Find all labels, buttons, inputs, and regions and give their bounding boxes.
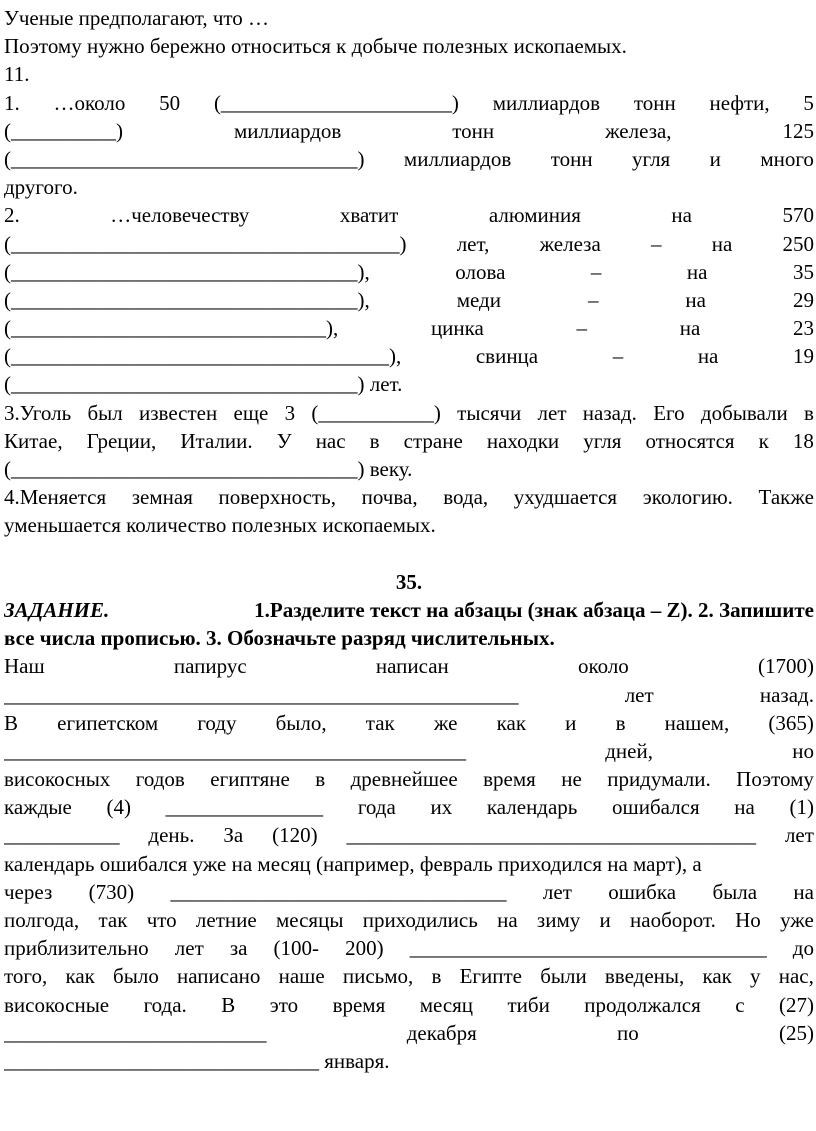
word: еще bbox=[233, 400, 269, 425]
word: назад. bbox=[582, 400, 637, 425]
word: угля bbox=[632, 146, 671, 171]
word: году bbox=[197, 710, 237, 735]
word: Италии. bbox=[180, 428, 253, 453]
word: уже bbox=[780, 908, 814, 932]
answer-text-line bbox=[4, 117, 814, 145]
word: хватит bbox=[339, 203, 399, 228]
word: ошибался bbox=[612, 795, 700, 820]
word: египетском bbox=[57, 710, 159, 735]
exercise-text-line bbox=[4, 652, 814, 680]
word: время bbox=[483, 767, 536, 792]
word: древнейшее bbox=[350, 767, 458, 792]
word: ________________________________ bbox=[170, 879, 507, 904]
exercise-text-line bbox=[4, 1019, 814, 1047]
word: _______________________________________ bbox=[346, 823, 757, 848]
answer-text-line bbox=[4, 145, 814, 173]
word: было bbox=[113, 964, 159, 989]
word: полгода, bbox=[4, 908, 80, 932]
word: лет, bbox=[456, 231, 490, 256]
word: миллиардов bbox=[233, 118, 342, 143]
word: (_____________________________________) bbox=[4, 231, 407, 256]
word: тиби bbox=[507, 992, 550, 1017]
word: ошибка bbox=[608, 879, 677, 904]
word: за bbox=[229, 936, 248, 961]
word: месяц bbox=[419, 992, 474, 1017]
word: железа bbox=[539, 231, 601, 256]
exercise-text-line bbox=[4, 709, 814, 737]
word: декабря bbox=[406, 1020, 477, 1045]
exercise-text-line: календарь ошибался уже на месяц (например, февраль приходился на март), а bbox=[4, 851, 702, 876]
word: года. bbox=[143, 992, 187, 1017]
word: 1. bbox=[4, 90, 20, 115]
word: с bbox=[735, 992, 745, 1017]
word: наше bbox=[278, 964, 325, 989]
word: (______________________________), bbox=[4, 316, 339, 341]
word: добывали bbox=[700, 400, 788, 425]
word: ухудшается bbox=[513, 485, 618, 510]
answer-text-line: Поэтому нужно бережно относиться к добыче полезных ископаемых. bbox=[4, 34, 627, 59]
word: 570 bbox=[782, 203, 814, 228]
word: находки bbox=[486, 428, 560, 453]
word: 200) bbox=[345, 936, 384, 961]
word: это bbox=[269, 992, 299, 1017]
word: 250 bbox=[782, 231, 814, 256]
word: как bbox=[702, 964, 732, 989]
answer-text-line bbox=[4, 427, 814, 455]
word: (___________) bbox=[311, 400, 441, 425]
answer-text-line bbox=[4, 314, 814, 342]
exercise-text-line bbox=[4, 991, 814, 1019]
word: в bbox=[615, 710, 626, 735]
word: по bbox=[617, 1020, 639, 1045]
word: письмо, bbox=[342, 964, 414, 989]
word: не bbox=[561, 767, 582, 792]
word: стране bbox=[403, 428, 463, 453]
word: в bbox=[804, 400, 814, 425]
answer-text-line bbox=[4, 286, 814, 314]
answer-text-line: Ученые предполагают, что … bbox=[4, 6, 270, 30]
word: (______________________) bbox=[213, 90, 459, 115]
word: на bbox=[697, 344, 719, 369]
word: наоборот. bbox=[630, 908, 716, 932]
word: ___________ bbox=[4, 823, 120, 848]
word: их bbox=[430, 795, 453, 820]
exercise-text-line bbox=[4, 962, 814, 990]
word: же bbox=[433, 710, 458, 735]
word: приблизительно bbox=[4, 936, 149, 961]
word: (_________________________________), bbox=[4, 287, 370, 312]
word: известен bbox=[139, 400, 218, 425]
word: был bbox=[87, 400, 123, 425]
answer-text-line bbox=[4, 258, 814, 286]
word: тонн bbox=[452, 118, 495, 143]
word: у bbox=[750, 964, 761, 989]
word: ____________________________________________ bbox=[4, 738, 466, 763]
word: через bbox=[4, 879, 53, 904]
word: – bbox=[590, 259, 602, 284]
exercise-text-line bbox=[4, 934, 814, 962]
word: много bbox=[760, 146, 814, 171]
word: в bbox=[315, 767, 326, 792]
word: но bbox=[792, 738, 814, 763]
word: __________________________________ bbox=[409, 936, 767, 961]
exercise-text-line bbox=[4, 906, 814, 934]
word: написан bbox=[375, 654, 449, 679]
word: тысячи bbox=[457, 400, 522, 425]
word: В bbox=[4, 710, 19, 735]
word: (4) bbox=[106, 795, 131, 820]
word: на bbox=[671, 203, 692, 228]
exercise-text-line bbox=[4, 765, 814, 793]
word: Также bbox=[758, 485, 814, 510]
answer-text-line bbox=[4, 483, 814, 511]
word: вода, bbox=[443, 485, 489, 510]
word: лет bbox=[537, 400, 567, 425]
answer-text-line: уменьшается количество полезных ископаемых. bbox=[4, 513, 436, 538]
word: миллиардов bbox=[403, 146, 512, 171]
word: каждые bbox=[4, 795, 72, 820]
word: тонн bbox=[633, 90, 676, 115]
word: календарь bbox=[486, 795, 578, 820]
answer-text-line: 11. bbox=[4, 62, 30, 87]
word: …человечеству bbox=[110, 203, 250, 228]
word: на bbox=[793, 879, 814, 904]
word: того, bbox=[4, 964, 48, 989]
word: продолжался bbox=[584, 992, 701, 1017]
word: 35 bbox=[792, 259, 814, 284]
word: (365) bbox=[768, 710, 814, 735]
word: на bbox=[711, 231, 733, 256]
word: в bbox=[431, 964, 442, 989]
word: папирус bbox=[173, 654, 247, 679]
word: 23 bbox=[792, 316, 814, 341]
answer-text-line bbox=[4, 342, 814, 370]
word: приходились bbox=[362, 908, 478, 932]
word: египтяне bbox=[210, 767, 290, 792]
word: назад. bbox=[759, 682, 814, 707]
word: нефти, bbox=[709, 90, 770, 115]
exercise-text-line bbox=[4, 737, 814, 765]
word: нас, bbox=[778, 964, 814, 989]
word: и bbox=[599, 908, 611, 932]
exercise-text-line bbox=[4, 878, 814, 906]
word: високосных bbox=[4, 767, 111, 792]
answer-text-line bbox=[4, 230, 814, 258]
word: 2. bbox=[4, 203, 20, 228]
task-instruction-1: 1.Разделите текст на абзацы (знак абзаца – Z). 2. Запишите bbox=[254, 597, 814, 622]
word: – bbox=[576, 316, 588, 341]
word: как bbox=[65, 964, 95, 989]
word: угля bbox=[583, 428, 622, 453]
word: были bbox=[540, 964, 587, 989]
answer-text-line bbox=[4, 399, 814, 427]
word: написано bbox=[177, 964, 261, 989]
text-section-answers bbox=[4, 4, 814, 540]
word: Египте bbox=[459, 964, 522, 989]
word: – bbox=[587, 287, 599, 312]
word: (__________) bbox=[4, 118, 123, 143]
word: цинка bbox=[430, 316, 484, 341]
word: алюминия bbox=[488, 203, 581, 228]
word: лет bbox=[174, 936, 204, 961]
word: 125 bbox=[782, 118, 814, 143]
word: У bbox=[276, 428, 292, 453]
word: к bbox=[758, 428, 769, 453]
word: (100- bbox=[273, 936, 320, 961]
word: экологию. bbox=[642, 485, 733, 510]
word: так bbox=[98, 908, 128, 932]
word: _________________________________________________ bbox=[4, 682, 519, 707]
word: високосные bbox=[4, 992, 110, 1017]
word: (730) bbox=[88, 879, 135, 904]
word: меди bbox=[456, 287, 501, 312]
word: …около bbox=[53, 90, 126, 115]
word: относятся bbox=[645, 428, 735, 453]
word: 3 bbox=[284, 400, 296, 425]
word: Греции, bbox=[86, 428, 157, 453]
word: 18 bbox=[792, 428, 814, 453]
word: За bbox=[223, 823, 244, 848]
word: (1) bbox=[789, 795, 814, 820]
word: (27) bbox=[778, 992, 814, 1017]
word: лет bbox=[542, 879, 572, 904]
word: (____________________________________), bbox=[4, 344, 402, 369]
word: что bbox=[146, 908, 177, 932]
word: зиму bbox=[536, 908, 581, 932]
word: олова bbox=[455, 259, 506, 284]
word: 5 bbox=[803, 90, 814, 115]
word: года bbox=[357, 795, 396, 820]
word: 4.Меняется bbox=[4, 485, 107, 510]
word: (120) bbox=[272, 823, 318, 848]
word: миллиардов bbox=[492, 90, 601, 115]
word: свинца bbox=[475, 344, 539, 369]
word: летние bbox=[195, 908, 257, 932]
word: до bbox=[792, 936, 814, 961]
word: на bbox=[679, 316, 701, 341]
word: на bbox=[686, 259, 708, 284]
task-label: ЗАДАНИЕ. bbox=[4, 597, 110, 622]
document-page bbox=[4, 4, 814, 1075]
word: поверхность, bbox=[218, 485, 336, 510]
word: Его bbox=[653, 400, 685, 425]
word: лет bbox=[624, 682, 654, 707]
word: дней, bbox=[605, 738, 653, 763]
answer-text-line: другого. bbox=[4, 175, 78, 200]
word: введены, bbox=[604, 964, 685, 989]
word: Наш bbox=[4, 654, 45, 679]
word: нашем, bbox=[664, 710, 730, 735]
blank-spacer bbox=[4, 540, 814, 568]
word: так bbox=[365, 710, 395, 735]
word: в bbox=[369, 428, 380, 453]
word: и bbox=[565, 710, 577, 735]
word: день. bbox=[148, 823, 195, 848]
exercise-text-line bbox=[4, 793, 814, 821]
word: было, bbox=[275, 710, 327, 735]
word: _________________________ bbox=[4, 1020, 267, 1045]
word: 29 bbox=[792, 287, 814, 312]
word: время bbox=[332, 992, 386, 1017]
exercise-text-line bbox=[4, 681, 814, 709]
answer-text-line: (_________________________________) веку. bbox=[4, 457, 413, 481]
word: нас bbox=[315, 428, 346, 453]
word: на bbox=[685, 287, 706, 312]
word: – bbox=[651, 231, 662, 256]
word: тонн bbox=[550, 146, 593, 171]
word: Поэтому bbox=[736, 767, 814, 792]
word: около bbox=[577, 654, 629, 679]
word: (1700) bbox=[757, 654, 814, 679]
exercise-text-line: ______________________________ января. bbox=[4, 1048, 390, 1073]
word: как bbox=[496, 710, 527, 735]
answer-text-line bbox=[4, 89, 814, 117]
word: 3.Уголь bbox=[4, 400, 72, 425]
exercise-text-line bbox=[4, 821, 814, 849]
word: лет bbox=[784, 823, 814, 848]
word: земная bbox=[131, 485, 193, 510]
word: (_________________________________), bbox=[4, 259, 370, 284]
word: Китае, bbox=[4, 428, 63, 453]
word: была bbox=[712, 879, 758, 904]
word: на bbox=[497, 908, 518, 932]
task-instruction-2: все числа прописью. 3. Обозначьте разряд числительных. bbox=[4, 626, 555, 651]
word: годов bbox=[135, 767, 185, 792]
answer-text-line: (_________________________________) лет. bbox=[4, 372, 403, 397]
word: – bbox=[612, 344, 624, 369]
word: почва, bbox=[361, 485, 418, 510]
word: (25) bbox=[778, 1020, 814, 1045]
task-heading-line-1 bbox=[4, 596, 814, 624]
word: и bbox=[709, 146, 721, 171]
task-number: 35. bbox=[395, 569, 423, 594]
word: 50 bbox=[159, 90, 181, 115]
word: придумали. bbox=[607, 767, 711, 792]
text-section-exercise bbox=[4, 652, 814, 1075]
word: 19 bbox=[792, 344, 814, 369]
word: (_________________________________) bbox=[4, 146, 365, 171]
answer-text-line bbox=[4, 201, 814, 229]
word: _______________ bbox=[165, 795, 324, 820]
word: Но bbox=[735, 908, 761, 932]
word: на bbox=[734, 795, 755, 820]
word: В bbox=[221, 992, 236, 1017]
word: месяцы bbox=[275, 908, 344, 932]
word: железа, bbox=[605, 118, 672, 143]
